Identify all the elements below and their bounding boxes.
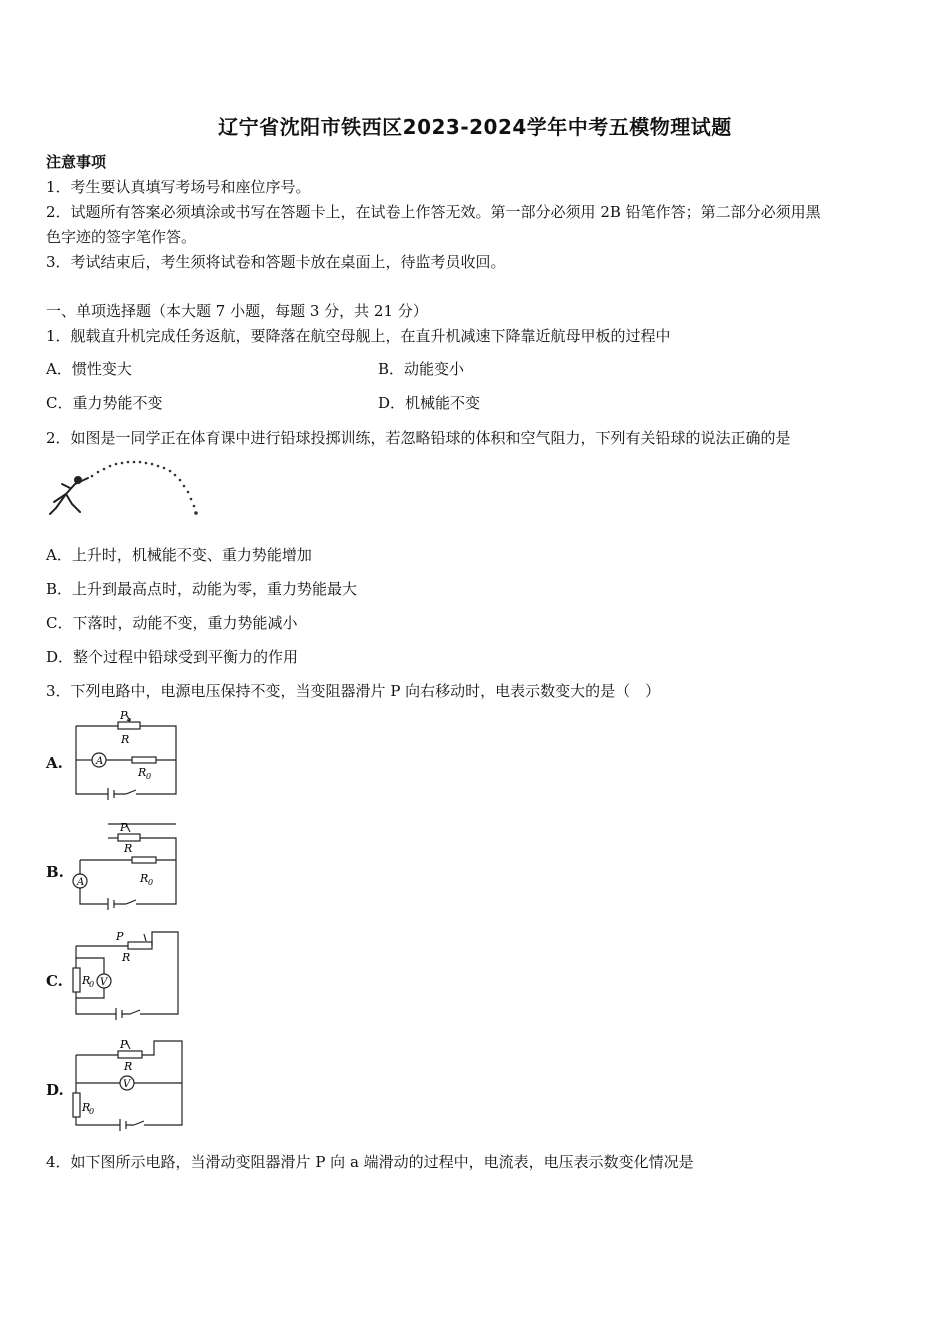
q2-option-b: B．上升到最高点时，动能为零，重力势能最大 bbox=[46, 580, 358, 598]
notice-item-2-cont: 色字迹的签字笔作答。 bbox=[46, 228, 197, 246]
circuit-c bbox=[70, 928, 185, 1020]
notice-item-2: 2．试题所有答案必须填涂或书写在答题卡上，在试卷上作答无效。第一部分必须用 2B 铅笔作答；第二部分必须用黑 bbox=[46, 203, 821, 221]
q1-option-c: C．重力势能不变 bbox=[46, 394, 163, 412]
page-title: 辽宁省沈阳市铁西区2023-2024学年中考五模物理试题 bbox=[218, 115, 732, 139]
q2-option-a: A．上升时，机械能不变、重力势能增加 bbox=[46, 546, 312, 564]
q2-stem: 2．如图是一同学正在体育课中进行铅球投掷训练，若忽略铅球的体积和空气阻力，下列有关铅球的说法正确的是 bbox=[46, 429, 791, 447]
symbol-r0-sub: 0 bbox=[89, 980, 95, 989]
shot-put-figure bbox=[44, 456, 209, 522]
circuit-d bbox=[70, 1037, 190, 1132]
symbol-r0: R bbox=[138, 766, 147, 779]
symbol-r0-sub: 0 bbox=[148, 878, 154, 887]
q3-option-c-label: C. bbox=[46, 972, 63, 990]
voltmeter-symbol: V bbox=[123, 1079, 131, 1090]
q2-option-c: C．下落时，动能不变，重力势能减小 bbox=[46, 614, 298, 632]
q1-stem: 1．舰载直升机完成任务返航，要降落在航空母舰上，在直升机减速下降靠近航母甲板的过程中 bbox=[46, 327, 671, 345]
voltmeter-symbol: V bbox=[100, 977, 108, 988]
ammeter-symbol: A bbox=[77, 877, 85, 888]
q1-option-b: B．动能变小 bbox=[378, 360, 465, 378]
symbol-r: R bbox=[122, 951, 131, 964]
q1-option-d: D．机械能不变 bbox=[378, 394, 481, 412]
q3-option-a-label: A. bbox=[46, 754, 63, 772]
trajectory-dots bbox=[91, 461, 198, 515]
section-heading: 一、单项选择题（本大题 7 小题，每题 3 分，共 21 分） bbox=[46, 302, 428, 320]
symbol-r: R bbox=[121, 733, 130, 746]
symbol-r: R bbox=[124, 1060, 133, 1073]
q3-option-d-label: D. bbox=[46, 1081, 64, 1099]
symbol-p: P bbox=[116, 930, 124, 943]
symbol-p: P bbox=[120, 1038, 128, 1051]
ammeter-symbol: A bbox=[96, 756, 104, 767]
q2-option-d: D．整个过程中铅球受到平衡力的作用 bbox=[46, 648, 299, 666]
circuit-a bbox=[70, 710, 185, 802]
notice-item-3: 3．考试结束后，考生须将试卷和答题卡放在桌面上，待监考员收回。 bbox=[46, 253, 506, 271]
symbol-p: P bbox=[120, 710, 128, 722]
symbol-r0-sub: 0 bbox=[89, 1107, 95, 1116]
symbol-p: P bbox=[120, 821, 128, 834]
circuit-b bbox=[70, 820, 185, 912]
symbol-r: R bbox=[124, 842, 133, 855]
q1-option-a: A．惯性变大 bbox=[46, 360, 132, 378]
symbol-r0-sub: 0 bbox=[146, 772, 152, 781]
notice-item-1: 1．考生要认真填写考场号和座位序号。 bbox=[46, 178, 311, 196]
symbol-r0: R bbox=[82, 974, 91, 987]
q3-option-b-label: B. bbox=[46, 863, 64, 881]
symbol-r0: R bbox=[140, 872, 149, 885]
q3-stem: 3．下列电路中，电源电压保持不变，当变阻器滑片 P 向右移动时，电表示数变大的是（ ） bbox=[46, 682, 661, 700]
symbol-r0: R bbox=[82, 1101, 91, 1114]
q4-stem: 4．如下图所示电路，当滑动变阻器滑片 P 向 a 端滑动的过程中，电流表，电压表示数变化情况是 bbox=[46, 1153, 694, 1171]
notice-heading: 注意事项 bbox=[46, 153, 107, 171]
